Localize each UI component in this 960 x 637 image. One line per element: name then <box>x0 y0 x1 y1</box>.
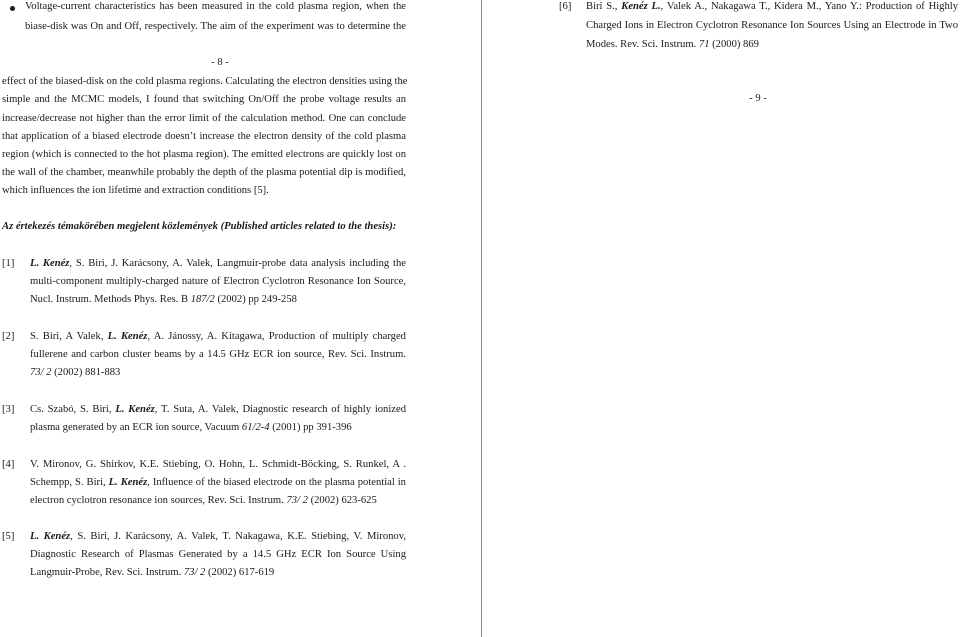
reference-number: [4] <box>2 459 15 470</box>
body-line: region (which is connected to the hot plasma region). The emitted electrons are quickly lost on <box>2 149 406 160</box>
section-heading: Az értekezés témakörében megjelent közlemények (Published articles related to the thesis): <box>2 221 397 232</box>
volume: 73/ 2 <box>286 495 308 506</box>
body-line: effect of the biased-disk on the cold plasma regions. Calculating the electron densities using the <box>2 76 408 87</box>
text: , A. Jánossy, A. Kitagawa, Production of multiply charged <box>147 331 406 342</box>
volume: 61/2-4 <box>241 422 270 433</box>
text: (2002) 617-619 <box>205 567 275 578</box>
body-line: simple and the MCMC models, I found that switching On/Off the probe voltage results an <box>2 94 406 105</box>
text: , T. Suta, A. Valek, Diagnostic research of highly ionized <box>154 404 406 415</box>
text: Biri S., <box>586 1 622 12</box>
body-line: increase/decrease not higher than the error limit of the calculation method. One can conclude <box>2 113 406 124</box>
reference-line <box>586 1 958 12</box>
text: , S. Biri, J. Karácsony, A. Valek, Langmuir-probe data analysis including the <box>69 258 406 269</box>
text: electron cyclotron resonance ion sources, Rev. Sci. Instrum. <box>30 495 287 506</box>
text: Modes. Rev. Sci. Instrum. <box>586 39 699 50</box>
reference-line <box>30 404 406 415</box>
page-divider <box>481 0 482 637</box>
text: (2000) 869 <box>709 39 759 50</box>
reference-number: [6] <box>559 1 572 12</box>
text: , Influence of the biased electrode on the plasma potential in <box>147 477 406 488</box>
text: Langmuir-Probe, Rev. Sci. Instrum. <box>30 567 184 578</box>
reference-number: [3] <box>2 404 15 415</box>
text: (2002) 881-883 <box>51 367 121 378</box>
text: Cs. Szabó, S. Biri, <box>30 404 116 415</box>
author-name: L. Kenéz <box>115 404 155 415</box>
body-line: which influences the ion lifetime and extraction conditions [5]. <box>2 185 269 196</box>
volume: 71 <box>698 39 710 50</box>
author-name: Kenéz L. <box>621 1 661 12</box>
reference-line <box>586 39 759 50</box>
text: S. Biri, A Valek, <box>30 331 108 342</box>
author-name: L. Kenéz <box>107 331 148 342</box>
reference-line <box>30 258 406 269</box>
volume: 73/ 2 <box>183 567 206 578</box>
volume: 73/ 2 <box>30 367 52 378</box>
text: Nucl. Instrum. Methods Phys. Res. B <box>30 294 191 305</box>
body-line: Voltage-current characteristics has been measured in the cold plasma region, when the <box>25 1 406 12</box>
reference-line <box>30 531 406 542</box>
text: (2002) pp 249-258 <box>214 294 297 305</box>
reference-line <box>30 477 406 488</box>
reference-line: Diagnostic Research of Plasmas Generated by a 14.5 GHz ECR Ion Source Using <box>30 549 406 560</box>
page-number: - 8 - <box>211 57 229 68</box>
text: (2002) 623-625 <box>307 495 377 506</box>
author-name: L. Kenéz <box>30 258 70 269</box>
reference-number: [1] <box>2 258 15 269</box>
reference-line <box>30 495 377 506</box>
page-number: - 9 - <box>749 93 767 104</box>
reference-number: [5] <box>2 531 15 542</box>
text: Schempp, S. Biri, <box>30 477 109 488</box>
bullet-icon <box>10 6 15 11</box>
reference-line <box>30 367 120 378</box>
author-name: L. Kenéz <box>108 477 148 488</box>
volume: 187/2 <box>190 294 215 305</box>
reference-line: V. Mironov, G. Shirkov, K.E. Stiebing, O. Hohn, L. Schmidt-Böcking, S. Runkel, A . <box>30 459 406 470</box>
body-line: the wall of the chamber, meanwhile probably the depth of the plasma potential dip is modified, <box>2 167 406 178</box>
body-line: biase-disk was On and Off, respectively. The aim of the experiment was to determine the <box>25 21 406 32</box>
reference-line: fullerene and carbon cluster beams by a 14.5 GHz ECR ion source, Rev. Sci. Instrum. <box>30 349 406 360</box>
author-name: L. Kenéz <box>30 531 71 542</box>
text: , S. Biri, J. Karácsony, A. Valek, T. Nakagawa, K.E. Stiebing, V. Mironov, <box>70 531 406 542</box>
reference-line: multi-component multiply-charged nature of Electron Cyclotron Resonance Ion Source, <box>30 276 406 287</box>
text: (2001) pp 391-396 <box>269 422 352 433</box>
text: plasma generated by an ECR ion source, Vacuum <box>30 422 242 433</box>
reference-line <box>30 567 274 578</box>
reference-line <box>30 422 352 433</box>
body-line: that application of a biased electrode doesn’t increase the electron density of the cold plasma <box>2 131 406 142</box>
reference-number: [2] <box>2 331 15 342</box>
text: , Valek A., Nakagawa T., Kidera M., Yano Y.: Production of Highly <box>660 1 959 12</box>
reference-line <box>30 294 297 305</box>
reference-line <box>30 331 406 342</box>
reference-line: Charged Ions in Electron Cyclotron Resonance Ion Sources Using an Electrode in Two <box>586 20 958 31</box>
